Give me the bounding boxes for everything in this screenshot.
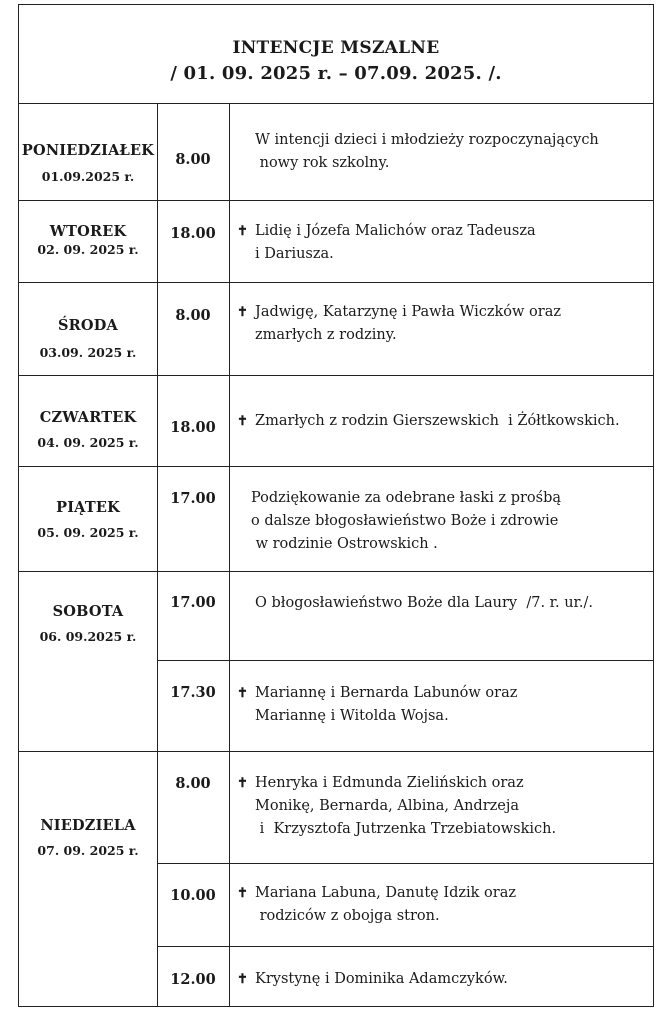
day-name: SOBOTA [52,603,124,620]
mass-time: 8.00 [175,775,211,792]
row-divider [19,751,653,752]
intention-line: Krystynę i Dominika Adamczyków. [255,971,508,987]
intention-line: Monikę, Bernarda, Albina, Andrzeja [255,798,519,814]
mass-intention [251,487,661,556]
mass-intention [237,682,647,728]
mass-divider [157,863,653,864]
page-title: INTENCJE MSZALNE [232,38,440,58]
mass-time: 18.00 [170,225,216,242]
cross-icon: ✝ [237,686,248,701]
intention-line: Podziękowanie za odebrane łaski z prośbą [251,490,562,506]
cross-icon: ✝ [237,305,248,320]
intention-line: i Krzysztofa Jutrzenka Trzebiatowskich. [255,821,557,837]
intention-line: W intencji dzieci i młodzieży rozpoczynających [255,132,599,148]
mass-time: 17.00 [170,490,216,507]
intention-line: Mariannę i Witolda Wojsa. [255,708,449,724]
cross-icon: ✝ [237,414,248,429]
intention-line: O błogosławieństwo Boże dla Laury /7. r. ur./. [255,595,594,611]
day-date: 06. 09.2025 r. [39,629,137,644]
intention-line: w rodzinie Ostrowskich . [251,536,438,552]
intention-line: nowy rok szkolny. [255,155,390,171]
mass-intention [237,301,647,347]
intention-line: Henryka i Edmunda Zielińskich oraz [255,775,524,791]
column-divider-time [229,104,230,1006]
mass-time: 10.00 [170,887,216,904]
day-name: ŚRODA [58,317,118,334]
intention-line: Jadwigę, Katarzynę i Pawła Wiczków oraz [255,304,562,320]
mass-intention [237,410,647,433]
intention-line: Mariana Labuna, Danutę Idzik oraz [255,885,516,901]
day-date: 01.09.2025 r. [41,169,135,184]
mass-time: 12.00 [170,971,216,988]
day-friday [19,499,157,540]
intention-line: zmarłych z rodziny. [255,327,397,343]
day-date: 05. 09. 2025 r. [37,525,139,540]
mass-time: 17.00 [170,594,216,611]
day-thursday [19,409,157,450]
cross-icon: ✝ [237,224,248,239]
day-date: 04. 09. 2025 r. [37,435,139,450]
intention-line: i Dariusza. [255,246,334,262]
cross-icon: ✝ [237,776,248,791]
day-name: PONIEDZIAŁEK [21,142,155,159]
row-divider [19,466,653,467]
day-name: NIEDZIELA [40,817,136,834]
day-name: CZWARTEK [39,409,137,426]
intention-line: o dalsze błogosławieństwo Boże i zdrowie [251,513,559,529]
intentions-sheet [18,4,654,1007]
day-date: 07. 09. 2025 r. [37,843,139,858]
day-tuesday [19,223,157,257]
intention-line: Mariannę i Bernarda Labunów oraz [255,685,518,701]
day-date: 03.09. 2025 r. [39,345,137,360]
mass-intention [255,129,663,175]
intention-line: Lidię i Józefa Malichów oraz Tadeusza [255,223,536,239]
mass-intention [255,592,663,615]
mass-intention [237,968,647,991]
day-date: 02. 09. 2025 r. [37,242,139,257]
mass-intention [237,220,647,266]
cross-icon: ✝ [237,886,248,901]
mass-divider [157,946,653,947]
row-divider [19,200,653,201]
row-divider [19,282,653,283]
intention-line: Zmarłych z rodzin Gierszewskich i Żółtkowskich. [255,413,620,429]
mass-time: 18.00 [170,419,216,436]
header [19,5,653,104]
mass-time: 8.00 [175,151,211,168]
mass-time: 8.00 [175,307,211,324]
day-name: PIĄTEK [56,499,120,516]
cross-icon: ✝ [237,972,248,987]
date-range: / 01. 09. 2025 r. – 07.09. 2025. /. [170,63,502,84]
mass-divider [157,660,653,661]
row-divider [19,375,653,376]
row-divider [19,571,653,572]
day-saturday [19,603,157,644]
day-name: WTOREK [49,223,127,240]
mass-intention [237,772,647,841]
mass-time: 17.30 [170,684,216,701]
day-wednesday [19,317,157,360]
mass-intention [237,882,647,928]
intention-line: rodziców z obojga stron. [255,908,440,924]
day-sunday [19,817,157,858]
day-monday [19,142,157,184]
